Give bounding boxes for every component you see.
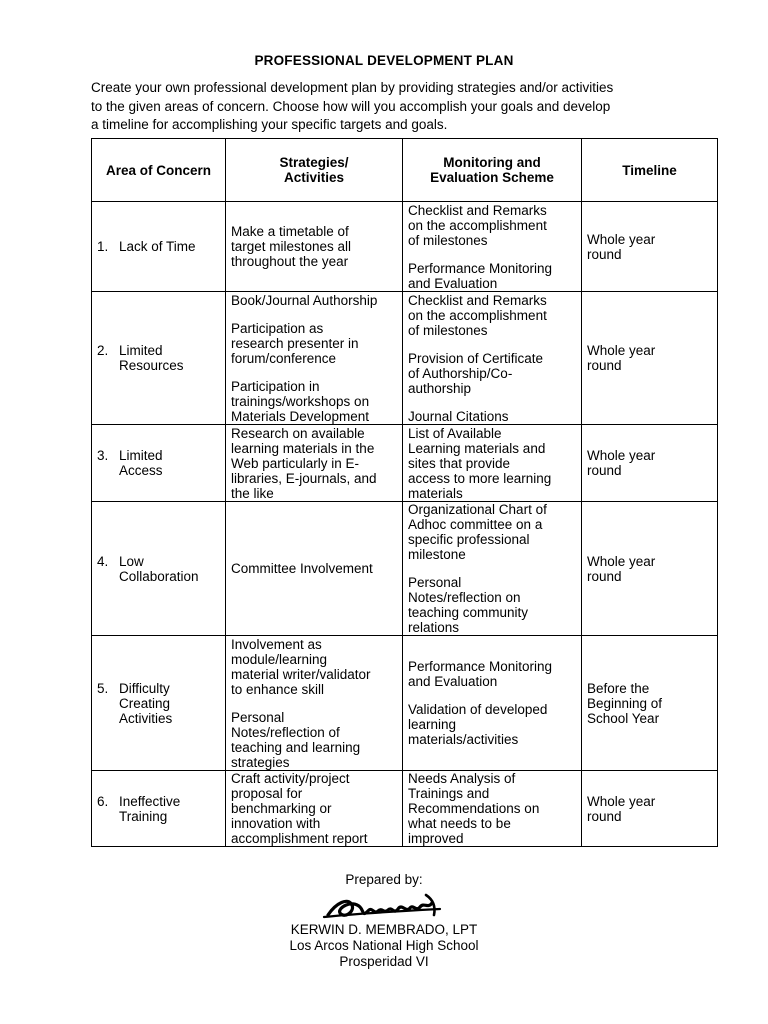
strategies-text: teaching and learning: [231, 739, 361, 755]
monitoring-text: materials/activities: [408, 732, 519, 747]
timeline-text: round: [587, 246, 622, 262]
monitoring-text: Adhoc committee on a: [408, 517, 543, 532]
strategies-text: Web particularly in E-: [231, 455, 360, 471]
table-row: [92, 202, 718, 292]
monitoring-text: authorship: [408, 380, 472, 396]
monitoring-text: Organizational Chart of: [408, 502, 547, 517]
monitoring-text: of Authorship/Co-: [408, 365, 513, 381]
area-text: Training: [119, 808, 168, 824]
strategies-cell: [226, 292, 403, 425]
row-number: 5.: [97, 680, 109, 696]
monitoring-text: what needs to be: [408, 816, 511, 831]
area-of-concern-cell: [92, 636, 226, 771]
area-text: Limited: [119, 448, 163, 463]
strategies-text: module/learning: [231, 651, 328, 667]
monitoring-text: relations: [408, 620, 460, 635]
monitoring-cell: [403, 425, 582, 502]
strategies-text: accomplishment report: [231, 831, 368, 846]
header-timeline: Timeline: [582, 139, 718, 202]
monitoring-text: milestone: [408, 547, 466, 562]
school-location: Prosperidad VI: [339, 954, 429, 969]
table-row: [92, 771, 718, 847]
area-text: Lack of Time: [119, 239, 196, 254]
paragraph-gap: [231, 366, 397, 379]
monitoring-cell: [403, 636, 582, 771]
monitoring-text: on the accomplishment: [408, 217, 547, 233]
area-of-concern-cell: [92, 202, 226, 292]
area-text: Collaboration: [119, 568, 199, 584]
row-number: 1.: [97, 239, 109, 254]
monitoring-text: of milestones: [408, 322, 488, 338]
timeline-text: round: [587, 463, 622, 478]
area-text: Activities: [119, 710, 173, 726]
header-area-of-concern: Area of Concern: [92, 139, 226, 202]
table-row: [92, 502, 718, 636]
timeline-text: round: [587, 808, 622, 824]
paragraph-gap: [231, 697, 397, 710]
timeline-cell: [582, 292, 718, 425]
timeline-text: Whole year: [587, 793, 656, 809]
monitoring-cell: [403, 292, 582, 425]
monitoring-text: Needs Analysis of: [408, 771, 516, 786]
table-row: [92, 292, 718, 425]
monitoring-text: access to more learning: [408, 470, 552, 486]
paragraph-gap: [231, 308, 397, 321]
timeline-text: Beginning of: [587, 695, 663, 711]
monitoring-cell: [403, 202, 582, 292]
area-of-concern-cell: [92, 425, 226, 502]
timeline-cell: [582, 636, 718, 771]
timeline-text: Before the: [587, 680, 650, 696]
monitoring-text: Performance Monitoring: [408, 260, 553, 276]
strategies-text: to enhance skill: [231, 681, 325, 697]
timeline-text: round: [587, 358, 622, 373]
school-name: Los Arcos National High School: [289, 938, 479, 953]
monitoring-text: Recommendations on: [408, 801, 540, 816]
area-text: Difficulty: [119, 680, 170, 696]
strategies-text: throughout the year: [231, 254, 349, 269]
table-body: [92, 202, 718, 847]
timeline-text: Whole year: [587, 231, 656, 247]
paragraph-gap: [408, 248, 576, 261]
monitoring-text: sites that provide: [408, 455, 511, 471]
paragraph-gap: [408, 562, 576, 575]
monitoring-text: Checklist and Remarks: [408, 292, 547, 308]
area-text: Limited: [119, 343, 163, 358]
strategies-cell: [226, 502, 403, 636]
strategies-text: Notes/reflection of: [231, 724, 340, 740]
strategies-text: Committee Involvement: [231, 561, 373, 576]
strategies-cell: [226, 202, 403, 292]
strategies-text: Book/Journal Authorship: [231, 292, 378, 308]
strategies-text: forum/conference: [231, 350, 337, 366]
preparer-info: [0, 922, 768, 970]
paragraph-gap: [408, 689, 576, 702]
timeline-text: round: [587, 568, 622, 584]
strategies-text: innovation with: [231, 816, 321, 831]
row-number: 6.: [97, 793, 109, 809]
monitoring-text: and Evaluation: [408, 674, 498, 689]
row-number: 3.: [97, 448, 109, 463]
area-text: Low: [119, 553, 144, 569]
strategies-text: Involvement as: [231, 636, 322, 652]
monitoring-text: of milestones: [408, 232, 488, 248]
row-number: 2.: [97, 343, 109, 358]
monitoring-text: Journal Citations: [408, 408, 509, 424]
preparer-name: KERWIN D. MEMBRADO, LPT: [290, 922, 478, 937]
timeline-text: Whole year: [587, 553, 656, 569]
monitoring-text: Validation of developed: [408, 702, 548, 717]
row-number: 4.: [97, 553, 109, 569]
area-text: Ineffective: [119, 793, 181, 809]
monitoring-text: Performance Monitoring: [408, 659, 553, 674]
timeline-cell: [582, 502, 718, 636]
monitoring-text: Learning materials and: [408, 440, 546, 456]
monitoring-text: learning: [408, 717, 457, 732]
monitoring-text: List of Available: [408, 425, 502, 441]
area-of-concern-cell: [92, 771, 226, 847]
monitoring-cell: [403, 502, 582, 636]
area-of-concern-cell: [92, 292, 226, 425]
strategies-text: benchmarking or: [231, 801, 332, 816]
strategies-text: trainings/workshops on: [231, 393, 370, 409]
strategies-cell: [226, 771, 403, 847]
monitoring-text: improved: [408, 831, 464, 846]
strategies-cell: [226, 636, 403, 771]
timeline-text: Whole year: [587, 448, 656, 463]
intro-line: to the given areas of concern. Choose how will you accomplish your goals and develop: [91, 98, 611, 114]
page-title: PROFESSIONAL DEVELOPMENT PLAN: [254, 53, 514, 68]
monitoring-text: Checklist and Remarks: [408, 202, 547, 218]
strategies-text: material writer/validator: [231, 666, 371, 682]
monitoring-text: Notes/reflection on: [408, 590, 521, 605]
strategies-text: Participation as: [231, 320, 324, 336]
timeline-cell: [582, 425, 718, 502]
monitoring-text: Trainings and: [408, 786, 490, 801]
strategies-text: research presenter in: [231, 335, 359, 351]
header-monitoring: Monitoring and Evaluation Scheme: [403, 139, 582, 202]
timeline-text: School Year: [587, 710, 660, 726]
strategies-text: target milestones all: [231, 239, 352, 254]
intro-line: Create your own professional development plan by providing strategies and/or activities: [91, 80, 614, 95]
strategies-text: Personal: [231, 709, 285, 725]
timeline-cell: [582, 771, 718, 847]
intro-line: a timeline for accomplishing your specific targets and goals.: [91, 117, 448, 132]
intro-paragraph: [91, 79, 721, 135]
table-row: [92, 425, 718, 502]
strategies-text: Materials Development: [231, 408, 370, 424]
area-of-concern-cell: [92, 502, 226, 636]
header-strategies: Strategies/ Activities: [226, 139, 403, 202]
paragraph-gap: [408, 396, 576, 409]
strategies-cell: [226, 425, 403, 502]
monitoring-text: specific professional: [408, 532, 530, 547]
strategies-text: Craft activity/project: [231, 771, 350, 786]
paragraph-gap: [408, 338, 576, 351]
strategies-text: Make a timetable of: [231, 224, 349, 239]
development-plan-table: [91, 138, 718, 847]
strategies-text: the like: [231, 485, 274, 501]
strategies-text: learning materials in the: [231, 440, 375, 456]
strategies-text: Participation in: [231, 378, 320, 394]
monitoring-text: teaching community: [408, 605, 529, 620]
area-text: Creating: [119, 695, 171, 711]
monitoring-text: materials: [408, 485, 463, 501]
monitoring-text: Personal: [408, 575, 462, 590]
strategies-text: libraries, E-journals, and: [231, 470, 377, 486]
strategies-text: strategies: [231, 754, 290, 770]
monitoring-text: and Evaluation: [408, 275, 498, 291]
monitoring-text: on the accomplishment: [408, 307, 547, 323]
monitoring-text: Provision of Certificate: [408, 350, 544, 366]
signature-image: [322, 889, 446, 925]
timeline-cell: [582, 202, 718, 292]
monitoring-cell: [403, 771, 582, 847]
table-row: [92, 636, 718, 771]
strategies-text: proposal for: [231, 786, 303, 801]
timeline-text: Whole year: [587, 343, 656, 358]
prepared-by-label: Prepared by:: [345, 872, 423, 887]
area-text: Resources: [119, 358, 184, 373]
table-header-row: [92, 139, 718, 202]
area-text: Access: [119, 463, 163, 478]
strategies-text: Research on available: [231, 425, 365, 441]
